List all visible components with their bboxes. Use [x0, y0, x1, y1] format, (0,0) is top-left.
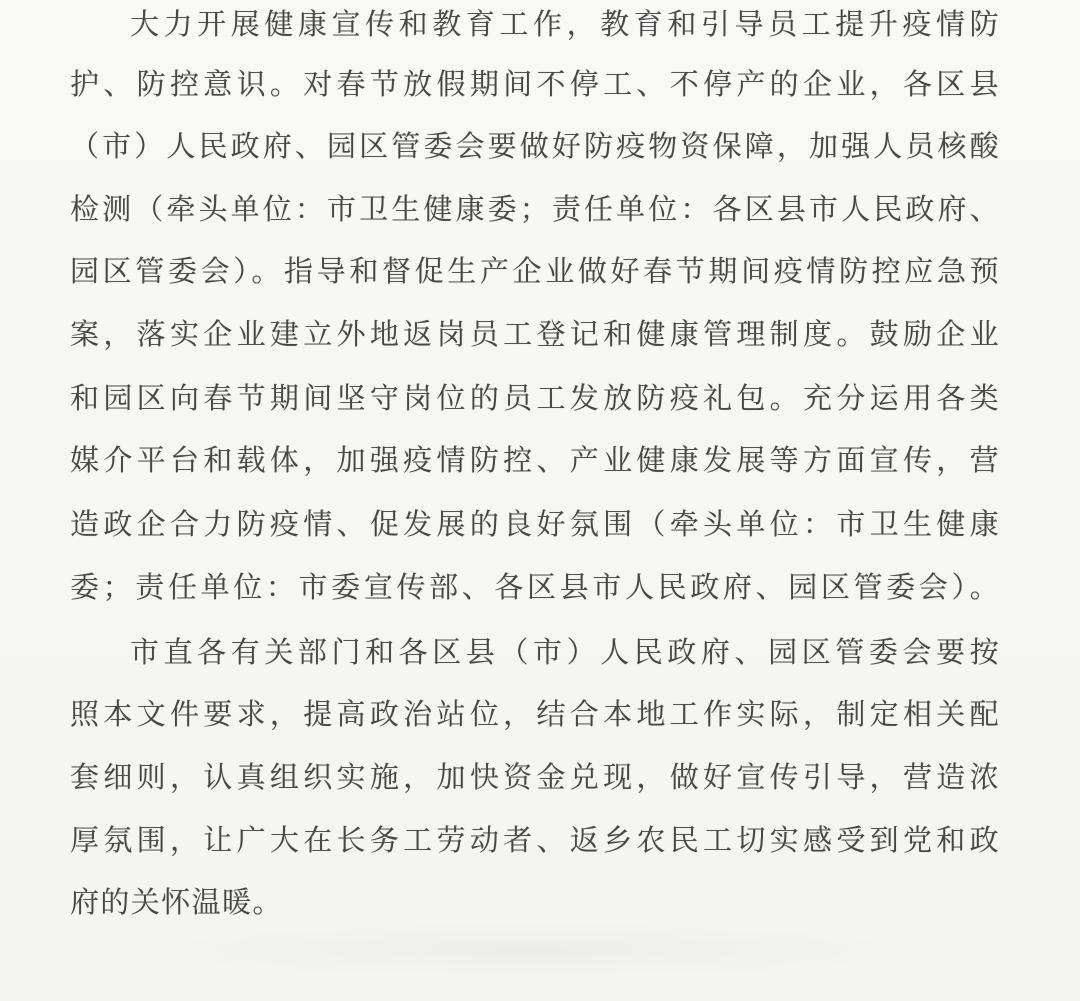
paragraph-1-line-4: 检测（牵头单位：市卫生健康委；责任单位：各区县市人民政府、 — [70, 192, 1000, 226]
paragraph-2-line-3: 套细则，认真组织实施，加快资金兑现，做好宣传引导，营造浓 — [70, 760, 1000, 794]
paragraph-2-line-2: 照本文件要求，提高政治站位，结合本地工作实际，制定相关配 — [70, 697, 1000, 731]
paragraph-1-line-7: 和园区向春节期间坚守岗位的员工发放防疫礼包。充分运用各类 — [70, 381, 1000, 415]
paragraph-1-line-9: 造政企合力防疫情、促发展的良好氛围（牵头单位：市卫生健康 — [70, 507, 1000, 541]
paragraph-2-line-5: 府的关怀温暖。 — [70, 885, 283, 919]
paragraph-1-line-8: 媒介平台和载体，加强疫情防控、产业健康发展等方面宣传，营 — [70, 443, 1000, 477]
paragraph-1-line-3: （市）人民政府、园区管委会要做好防疫物资保障，加强人员核酸 — [70, 129, 1000, 163]
paragraph-1-line-2: 护、防控意识。对春节放假期间不停工、不停产的企业，各区县 — [70, 67, 1000, 101]
scan-shadow — [120, 920, 940, 980]
paragraph-1-line-5: 园区管委会）。指导和督促生产企业做好春节期间疫情防控应急预 — [70, 254, 1000, 288]
paragraph-1-line-1: 大力开展健康宣传和教育工作，教育和引导员工提升疫情防 — [130, 7, 1000, 41]
paragraph-2-line-4: 厚氛围，让广大在长务工劳动者、返乡农民工切实感受到党和政 — [70, 823, 1000, 857]
paragraph-2-line-1: 市直各有关部门和各区县（市）人民政府、园区管委会要按 — [130, 635, 1000, 669]
paragraph-1-line-6: 案，落实企业建立外地返岗员工登记和健康管理制度。鼓励企业 — [70, 317, 1000, 351]
paragraph-1-line-10: 委；责任单位：市委宣传部、各区县市人民政府、园区管委会）。 — [70, 570, 1000, 604]
